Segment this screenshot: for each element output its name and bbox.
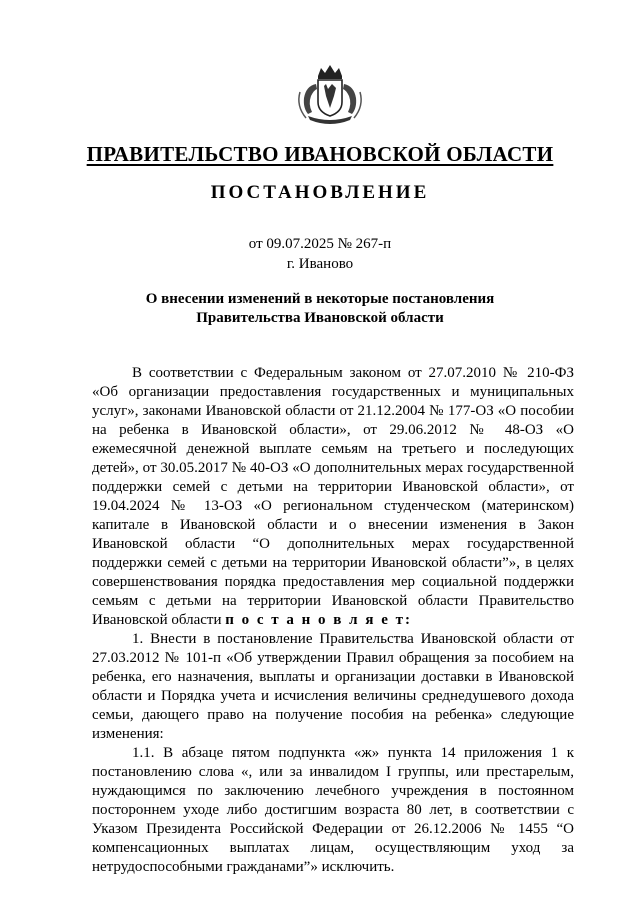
date-number: от 09.07.2025 № 267-п xyxy=(248,236,392,252)
document-body xyxy=(92,364,574,877)
document-type: ПОСТАНОВЛЕНИЕ xyxy=(210,182,430,203)
preamble-paragraph xyxy=(92,364,574,630)
subject-line-2: Правительства Ивановской области xyxy=(196,310,444,326)
coat-of-arms-icon xyxy=(290,62,370,128)
document-subject xyxy=(0,290,640,328)
item-1-1-paragraph: 1.1. В абзаце пятом подпункта «ж» пункта 14 приложения 1 к постановлению слова «, или за инвалидом I группы, или престарелым, нуждающимся по заключению лечебного учреждения в постоянном постороннем уходе либо достигшим возраста 80 лет, в соответствии с Указом Президента Российской Федерации от 26.12.2006 № 1455 “О компенсационных выплатах лицам, осуществляющим уход за нетрудоспособными гражданами”» исключить. xyxy=(92,745,574,875)
preamble-text: В соответствии с Федеральным законом от 27.07.2010 № 210-ФЗ «Об организации предоставления государственных и муниципальных услуг», законами Ивановской области от 21.12.2004 № 177-ОЗ «О пособии на ребенка в Ивановской области», от 29.06.2012 № 48-ОЗ «О ежемесячной денежной выплате семьям на третьего и последующих детей», от 30.05.2017 № 40-ОЗ «О дополнительных мерах государственной поддержки семей с детьми на территории Ивановской области», от 19.04.2024 № 13-ОЗ «О региональном студенческом (материнском) капитале в Ивановской области и о внесении изменения в Закон Ивановской области “О дополнительных мерах государственной поддержки семей с детьми на территории Ивановской области”», в целях совершенствования порядка предоставления мер социальной поддержки семьям с детьми на территории Ивановской области Правительство Ивановской области xyxy=(92,365,574,628)
resolves-word: п о с т а н о в л я е т: xyxy=(225,612,412,628)
organization-title: ПРАВИТЕЛЬСТВО ИВАНОВСКОЙ ОБЛАСТИ xyxy=(86,142,554,166)
subject-line-1: О внесении изменений в некоторые постановления xyxy=(145,291,495,307)
city: г. Иваново xyxy=(286,256,354,272)
item-1-paragraph: 1. Внести в постановление Правительства Ивановской области от 27.03.2012 № 101-п «Об утверждении Правил обращения за пособием на ребенка, его назначения, выплаты и организации доставки в Ивановской области и Порядка учета и исчисления величины среднедушевого дохода семьи, дающего право на получение пособия на ребенка» следующие изменения: xyxy=(92,631,574,742)
